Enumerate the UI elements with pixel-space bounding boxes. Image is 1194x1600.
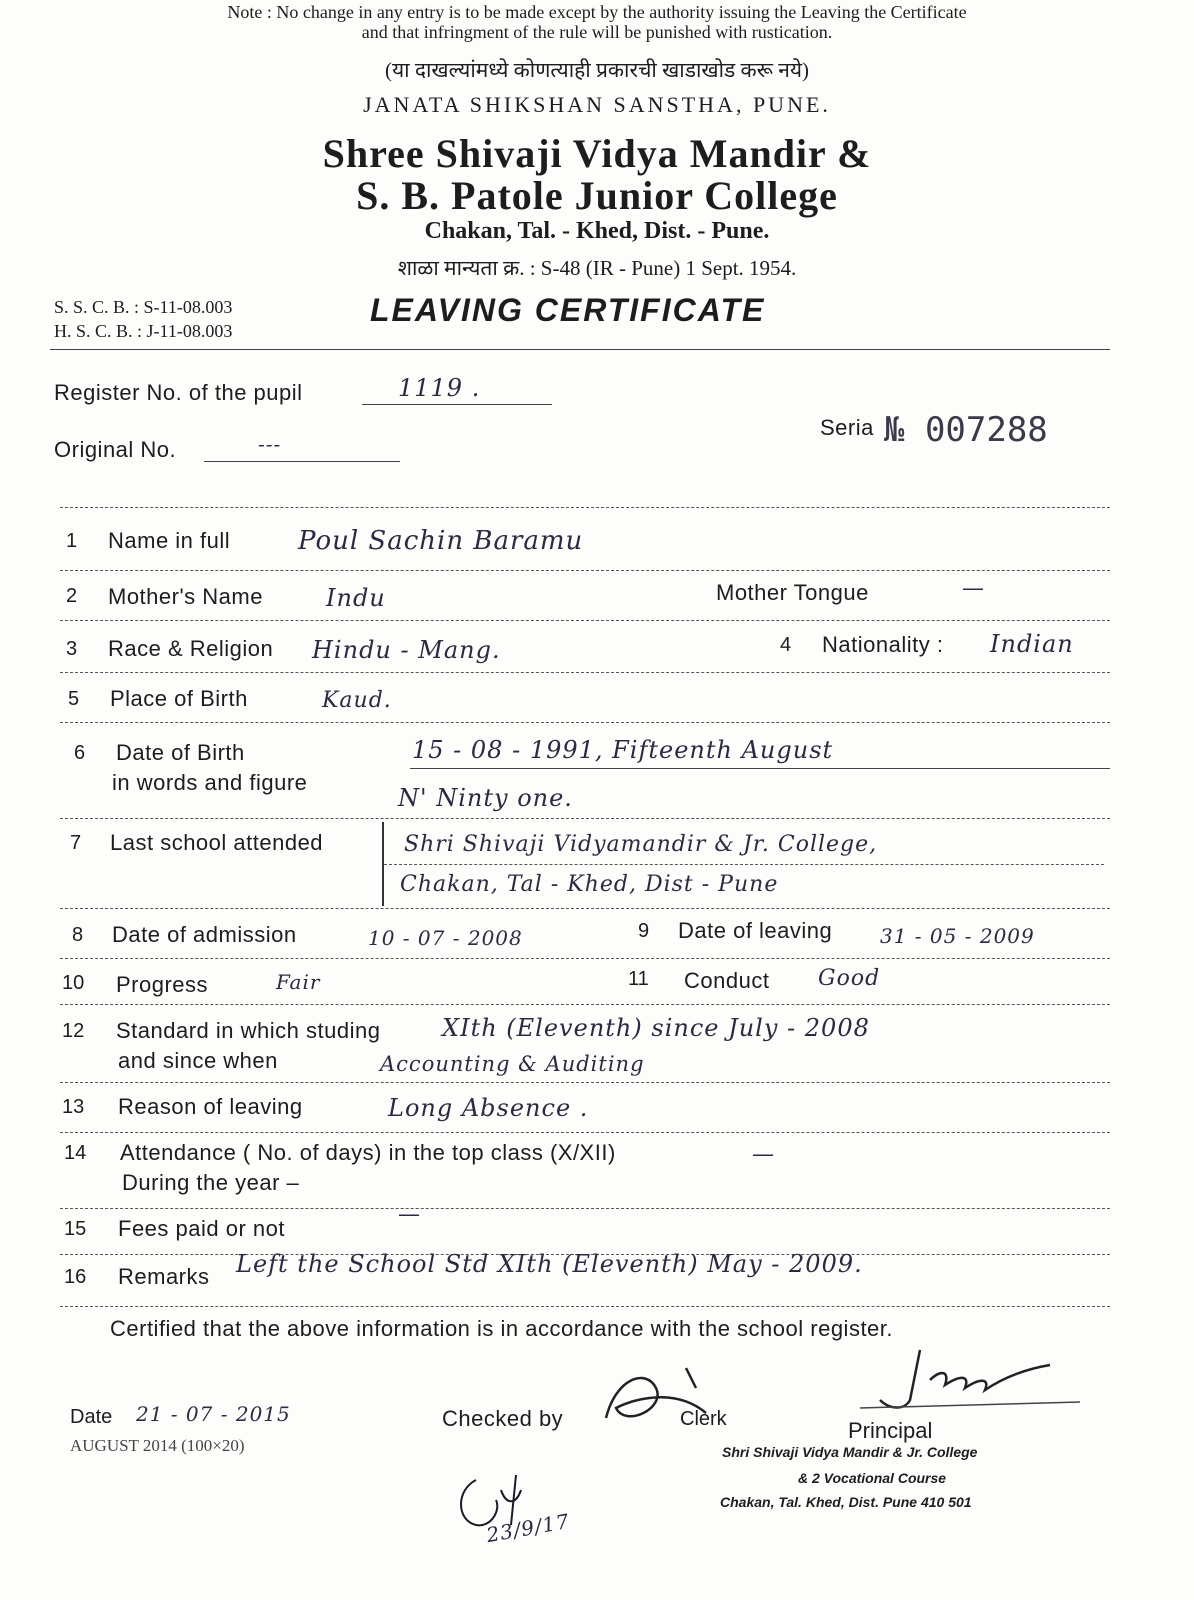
progress-value: Fair <box>276 970 321 994</box>
issue-date-value: 21 - 07 - 2015 <box>136 1402 291 1426</box>
divider <box>60 672 1110 673</box>
reason-value: Long Absence . <box>388 1094 589 1122</box>
field-number: 3 <box>66 638 78 660</box>
dob-underline <box>410 768 1110 769</box>
admission-date-label: Date of admission <box>112 922 297 947</box>
school-address: Chakan, Tal. - Khed, Dist. - Pune. <box>424 218 770 244</box>
divider <box>60 570 1110 571</box>
divider <box>384 864 1104 865</box>
field-number: 15 <box>64 1218 87 1240</box>
remarks-value: Left the School Std XIth (Eleventh) May - 2009. <box>236 1250 863 1278</box>
certification-statement: Certified that the above information is in accordance with the school register. <box>110 1316 894 1341</box>
divider <box>60 507 1110 508</box>
field-number: 16 <box>64 1266 87 1288</box>
field-number: 14 <box>64 1142 87 1164</box>
place-of-birth-value: Kaud. <box>322 688 392 713</box>
fees-label: Fees paid or not <box>118 1216 285 1241</box>
principal-signature <box>850 1340 1090 1420</box>
standard-label-line-1: Standard in which studing <box>116 1018 381 1043</box>
mother-name-value: Indu <box>326 584 386 612</box>
header-divider <box>50 349 1110 350</box>
mother-name-label: Mother's Name <box>108 584 263 609</box>
checked-by-label: Checked by <box>442 1406 564 1431</box>
field-number: 5 <box>68 688 80 710</box>
certificate-title: LEAVING CERTIFICATE <box>370 292 766 328</box>
field-number: 4 <box>780 634 792 656</box>
conduct-value: Good <box>818 966 881 991</box>
field-number: 12 <box>62 1020 85 1042</box>
sscb-code: S. S. C. B. : S-11-08.003 <box>54 297 233 317</box>
field-number: 9 <box>638 920 650 942</box>
clerk-label: Clerk <box>680 1408 727 1430</box>
field-number: 7 <box>70 832 82 854</box>
divider <box>60 1082 1110 1083</box>
verifier-date: 23/9/17 <box>484 1508 572 1548</box>
field-number: 8 <box>72 924 84 946</box>
stamp-line-3: Chakan, Tal. Khed, Dist. Pune 410 501 <box>720 1494 972 1510</box>
standard-label-line-2: and since when <box>118 1048 278 1073</box>
divider <box>60 818 1110 819</box>
society-name: JANATA SHIKSHAN SANSTHA, PUNE. <box>363 92 831 117</box>
dob-label-line-1: Date of Birth <box>116 740 245 765</box>
issue-date-label: Date <box>70 1406 113 1428</box>
attendance-value: — <box>752 1142 775 1167</box>
print-info: AUGUST 2014 (100×20) <box>70 1436 245 1455</box>
note-line-1: Note : No change in any entry is to be made except by the authority issuing the Leaving the Certificate <box>227 2 967 22</box>
recognition-line: शाळा मान्यता क्र. : S-48 (IR - Pune) 1 Sept. 1954. <box>397 256 797 280</box>
standard-value-line-1: XIth (Eleventh) since July - 2008 <box>442 1014 870 1042</box>
hscb-code: H. S. C. B. : J-11-08.003 <box>54 321 233 341</box>
attendance-label-line-2: During the year – <box>122 1170 300 1195</box>
divider <box>60 1306 1110 1307</box>
stamp-line-2: & 2 Vocational Course <box>798 1470 947 1486</box>
field-number: 6 <box>74 742 86 764</box>
admission-date-value: 10 - 07 - 2008 <box>368 926 523 950</box>
field-number: 10 <box>62 972 85 994</box>
conduct-label: Conduct <box>684 968 770 993</box>
leaving-date-label: Date of leaving <box>678 918 833 943</box>
divider <box>60 958 1110 959</box>
reason-label: Reason of leaving <box>118 1094 303 1119</box>
fees-value: — <box>398 1202 421 1227</box>
original-label: Original No. <box>54 437 177 462</box>
nationality-value: Indian <box>990 630 1074 658</box>
name-value: Poul Sachin Baramu <box>298 526 584 556</box>
field-number: 13 <box>62 1096 85 1118</box>
race-religion-label: Race & Religion <box>108 636 274 661</box>
name-label: Name in full <box>108 528 231 553</box>
register-label: Register No. of the pupil <box>54 380 303 405</box>
serial-number: № 007288 <box>884 410 1048 450</box>
school-name-line-1: Shree Shivaji Vidya Mandir & <box>322 131 872 176</box>
register-value: 1119 . <box>398 374 481 402</box>
note-line-2: and that infringment of the rule will be punished with rustication. <box>361 22 833 42</box>
attendance-label-line-1: Attendance ( No. of days) in the top class (X/XII) <box>120 1140 616 1165</box>
last-school-value-line-1: Shri Shivaji Vidyamandir & Jr. College, <box>404 832 878 857</box>
divider <box>60 908 1110 909</box>
divider <box>60 722 1110 723</box>
serial-label: Seria <box>820 415 874 440</box>
principal-label: Principal <box>848 1418 933 1443</box>
last-school-label: Last school attended <box>110 830 324 855</box>
school-name-line-2: S. B. Patole Junior College <box>356 173 838 218</box>
field-number: 2 <box>66 585 78 607</box>
mother-tongue-value: — <box>962 576 985 601</box>
dob-label-line-2: in words and figure <box>112 770 308 795</box>
place-of-birth-label: Place of Birth <box>110 686 248 711</box>
field-number: 11 <box>628 968 649 990</box>
divider <box>60 1208 1110 1209</box>
race-religion-value: Hindu - Mang. <box>312 636 501 664</box>
original-value: --- <box>258 432 282 456</box>
divider <box>60 1004 1110 1005</box>
dob-value-line-2: N' Ninty one. <box>398 784 573 812</box>
last-school-value-line-2: Chakan, Tal - Khed, Dist - Pune <box>400 872 779 897</box>
leaving-date-value: 31 - 05 - 2009 <box>880 924 1035 948</box>
marathi-note: (या दाखल्यांमध्ये कोणत्याही प्रकारची खाडाखोड करू नये) <box>384 58 810 82</box>
mother-tongue-label: Mother Tongue <box>716 580 869 605</box>
standard-value-line-2: Accounting & Auditing <box>380 1052 645 1076</box>
register-underline <box>362 404 552 405</box>
divider <box>60 1132 1110 1133</box>
progress-label: Progress <box>116 972 209 997</box>
divider <box>60 620 1110 621</box>
dob-value-line-1: 15 - 08 - 1991, Fifteenth August <box>412 736 834 764</box>
original-underline <box>204 461 400 462</box>
field-number: 1 <box>66 530 78 552</box>
remarks-label: Remarks <box>118 1264 210 1289</box>
stamp-line-1: Shri Shivaji Vidya Mandir & Jr. College <box>722 1444 978 1460</box>
nationality-label: Nationality : <box>822 632 944 657</box>
